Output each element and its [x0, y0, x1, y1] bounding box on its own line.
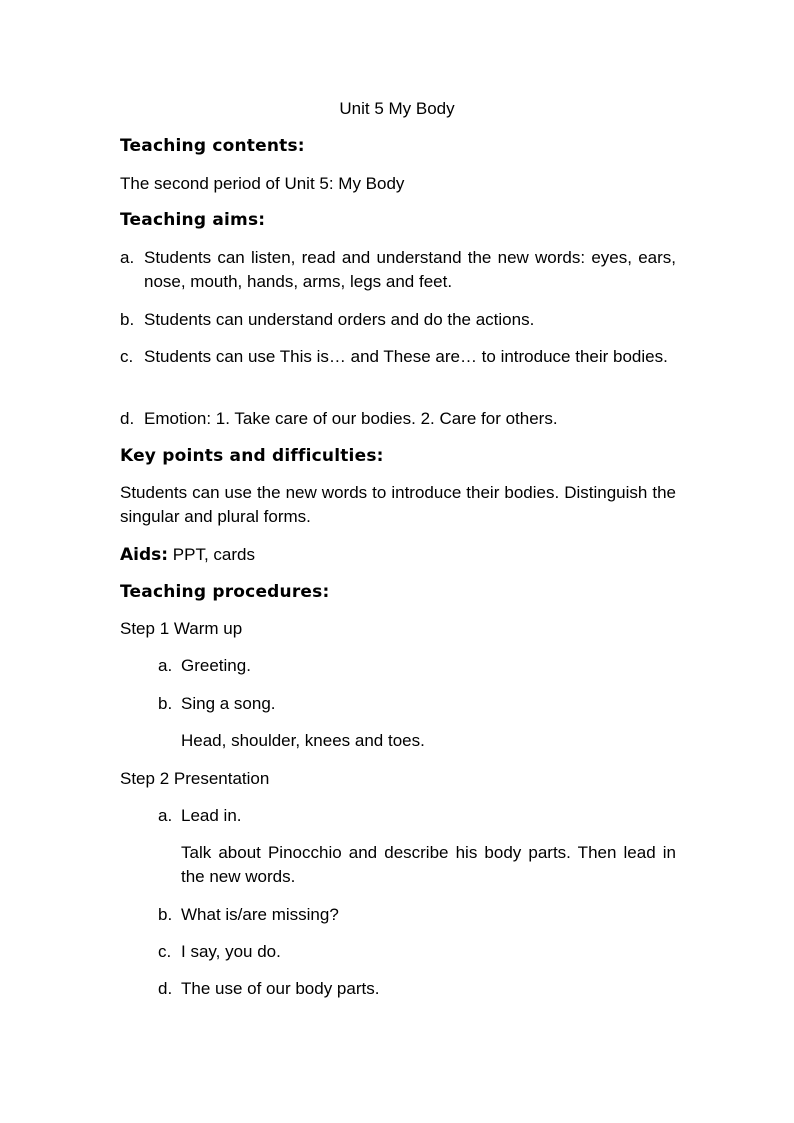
document-title: Unit 5 My Body: [339, 99, 455, 118]
step-2-item-d: [158, 977, 676, 1001]
step-item-text: Greeting.: [181, 656, 251, 675]
aim-item-a: [120, 246, 676, 294]
aim-marker: a.: [120, 248, 135, 267]
step-item-marker: a.: [158, 656, 173, 675]
aim-item-b: [120, 308, 676, 332]
teaching-aims-heading: Teaching aims:: [120, 210, 266, 230]
teaching-contents-text: The second period of Unit 5: My Body: [120, 174, 405, 193]
step-item-marker: a.: [158, 806, 173, 825]
teaching-procedures-heading: Teaching procedures:: [120, 582, 330, 602]
step-1-item-b: [158, 692, 676, 716]
teaching-contents-heading: Teaching contents:: [120, 136, 305, 156]
aim-text: Students can use This is… and These are… to introduce their bodies.: [144, 347, 668, 366]
key-points-heading: Key points and difficulties:: [120, 446, 384, 466]
step-1-title: Step 1 Warm up: [120, 619, 243, 638]
key-points-text: Students can use the new words to introduce their bodies. Distinguish the singular and plural forms.: [120, 483, 676, 526]
step-item-text: I say, you do.: [181, 942, 281, 961]
step-item-marker: b.: [158, 905, 173, 924]
aim-text: Students can listen, read and understand the new words: eyes, ears, nose, mouth, hands, arms, legs and feet.: [144, 248, 676, 291]
aids-line: [120, 543, 676, 567]
aim-text: Emotion: 1. Take care of our bodies. 2. Care for others.: [144, 409, 558, 428]
aids-label: Aids:: [120, 545, 169, 565]
step-item-marker: d.: [158, 979, 173, 998]
step-item-marker: b.: [158, 694, 173, 713]
step-item-marker: c.: [158, 942, 172, 961]
step-1-item-a: [158, 654, 676, 678]
step-2-item-a-detail: Talk about Pinocchio and describe his body parts. Then lead in the new words.: [181, 843, 676, 886]
step-item-text: Lead in.: [181, 806, 242, 825]
aim-item-c: [120, 345, 676, 369]
step-2-item-b: [158, 903, 676, 927]
step-item-text: Sing a song.: [181, 694, 276, 713]
step-1-item-b-detail: Head, shoulder, knees and toes.: [181, 731, 425, 750]
step-2-title: Step 2 Presentation: [120, 769, 270, 788]
step-item-text: What is/are missing?: [181, 905, 339, 924]
aim-marker: b.: [120, 310, 135, 329]
step-2-item-a: [158, 804, 676, 828]
aim-marker: c.: [120, 347, 134, 366]
step-item-text: The use of our body parts.: [181, 979, 380, 998]
aids-text: PPT, cards: [168, 545, 255, 564]
aim-marker: d.: [120, 409, 135, 428]
aim-item-d: [120, 407, 676, 431]
step-2-item-c: [158, 940, 676, 964]
aim-text: Students can understand orders and do the actions.: [144, 310, 535, 329]
